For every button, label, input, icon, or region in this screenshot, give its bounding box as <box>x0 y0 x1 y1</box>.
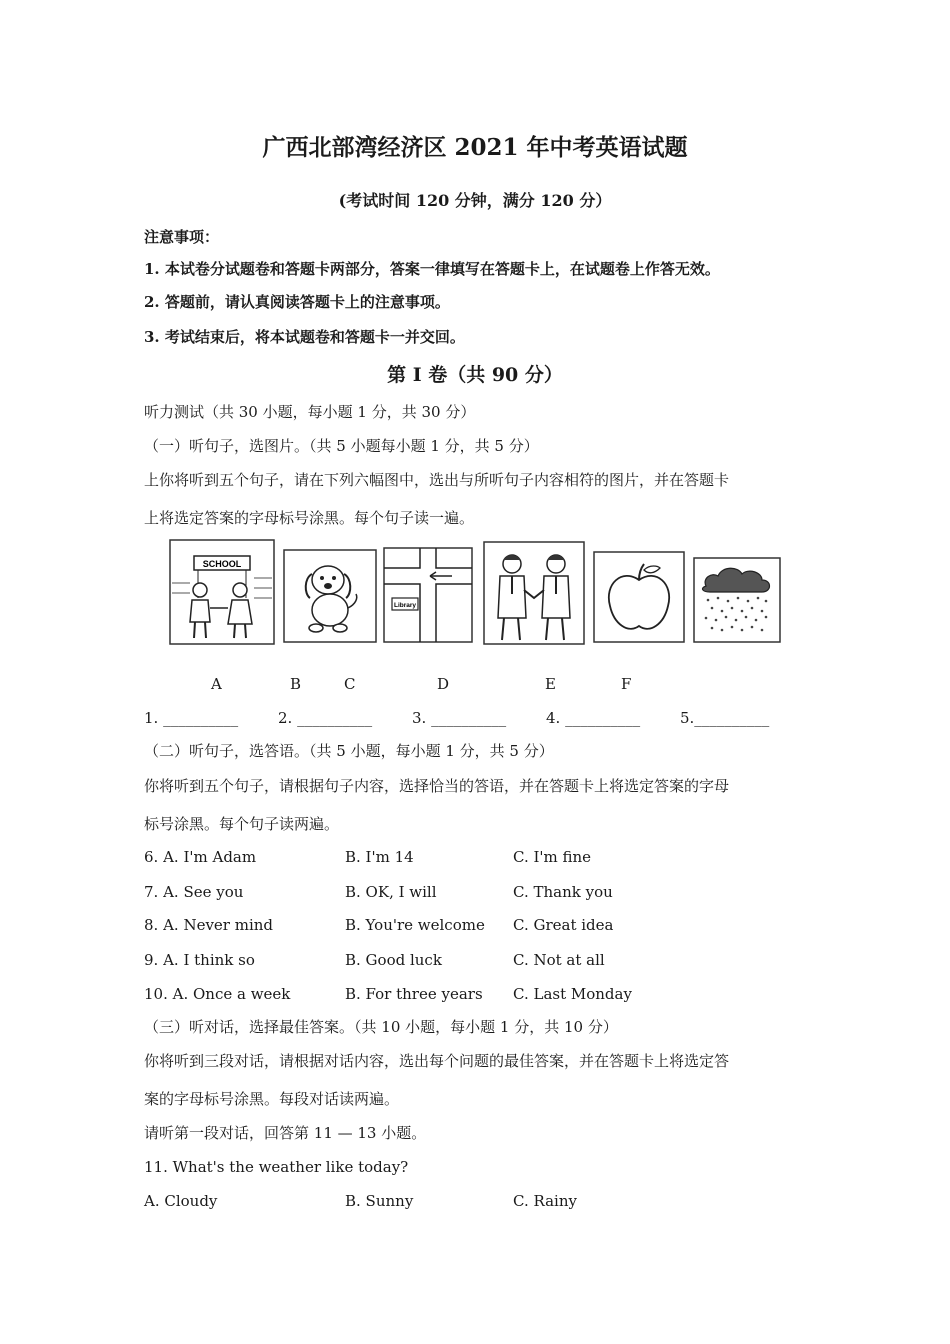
option-a: 6. A. I'm Adam <box>144 848 257 866</box>
note-2: 2. 答题前，请认真阅读答题卡上的注意事项。 <box>144 293 450 311</box>
exam-title: 广西北部湾经济区 2021 年中考英语试题 <box>262 134 688 161</box>
part1-instruction-2: 上将选定答案的字母标号涂黑。每个句子读一遍。 <box>144 509 475 527</box>
school-sign-text: SCHOOL <box>202 559 242 569</box>
option-a: 9. A. I think so <box>144 951 255 969</box>
picture-apple <box>592 550 686 644</box>
blank-3: 3. __________ <box>412 709 507 727</box>
option-c: C. Not at all <box>513 951 605 969</box>
option-b: B. For three years <box>345 985 483 1003</box>
option-b: B. Good luck <box>345 951 442 969</box>
picture-map-library <box>382 546 474 644</box>
blank-4: 4. __________ <box>546 709 641 727</box>
letter-f: F <box>621 675 632 693</box>
library-sign-text: Library <box>393 602 417 609</box>
option-b: B. You're welcome <box>345 916 485 934</box>
part3-heading: （三）听对话，选择最佳答案。（共 10 小题，每小题 1 分，共 10 分） <box>144 1018 618 1036</box>
option-a: 8. A. Never mind <box>144 916 274 934</box>
exam-subtitle: (考试时间 120 分钟，满分 120 分） <box>338 191 612 210</box>
option-a: 7. A. See you <box>144 883 244 901</box>
picture-rain <box>692 556 782 644</box>
letter-a: A <box>211 675 222 693</box>
note-1: 1. 本试卷分试题卷和答题卡两部分，答案一律填写在答题卡上，在试题卷上作答无效。 <box>144 260 720 278</box>
blank-5: 5.__________ <box>680 709 770 727</box>
letter-c: C <box>344 675 356 693</box>
blank-2: 2. __________ <box>278 709 373 727</box>
blank-1: 1. __________ <box>144 709 239 727</box>
option-c: C. Rainy <box>513 1192 577 1210</box>
option-b: B. Sunny <box>345 1192 414 1210</box>
listening-intro: 听力测试（共 30 小题，每小题 1 分，共 30 分） <box>144 403 476 421</box>
letter-b: B <box>290 675 302 693</box>
option-b: B. I'm 14 <box>345 848 414 866</box>
letter-e: E <box>545 675 556 693</box>
picture-handshake <box>482 540 586 646</box>
notes-heading: 注意事项： <box>144 228 220 246</box>
picture-school <box>168 538 276 646</box>
part3-instruction-3: 请听第一段对话，回答第 11 — 13 小题。 <box>144 1124 427 1142</box>
part1-heading: （一）听句子，选图片。（共 5 小题每小题 1 分，共 5 分） <box>144 437 539 455</box>
part3-instruction-2: 案的字母标号涂黑。每段对话读两遍。 <box>144 1090 400 1108</box>
part1-instruction-1: 上你将听到五个句子，请在下列六幅图中，选出与所听句子内容相符的图片，并在答题卡 <box>144 471 730 489</box>
option-c: C. Thank you <box>513 883 613 901</box>
letter-d: D <box>437 675 450 693</box>
section-title: 第 I 卷（共 90 分） <box>387 364 563 386</box>
question-11: 11. What's the weather like today? <box>144 1158 409 1176</box>
part2-instruction-1: 你将听到五个句子，请根据句子内容，选择恰当的答语，并在答题卡上将选定答案的字母 <box>144 777 730 795</box>
note-3: 3. 考试结束后，将本试题卷和答题卡一并交回。 <box>144 328 465 346</box>
option-c: C. I'm fine <box>513 848 592 866</box>
option-c: C. Last Monday <box>513 985 632 1003</box>
option-c: C. Great idea <box>513 916 614 934</box>
picture-dog <box>282 548 378 644</box>
part2-instruction-2: 标号涂黑。每个句子读两遍。 <box>144 815 340 833</box>
option-b: B. OK, I will <box>345 883 437 901</box>
part3-instruction-1: 你将听到三段对话，请根据对话内容，选出每个问题的最佳答案，并在答题卡上将选定答 <box>144 1052 730 1070</box>
option-a: A. Cloudy <box>144 1192 218 1210</box>
part2-heading: （二）听句子，选答语。（共 5 小题，每小题 1 分，共 5 分） <box>144 742 554 760</box>
option-a: 10. A. Once a week <box>144 985 291 1003</box>
